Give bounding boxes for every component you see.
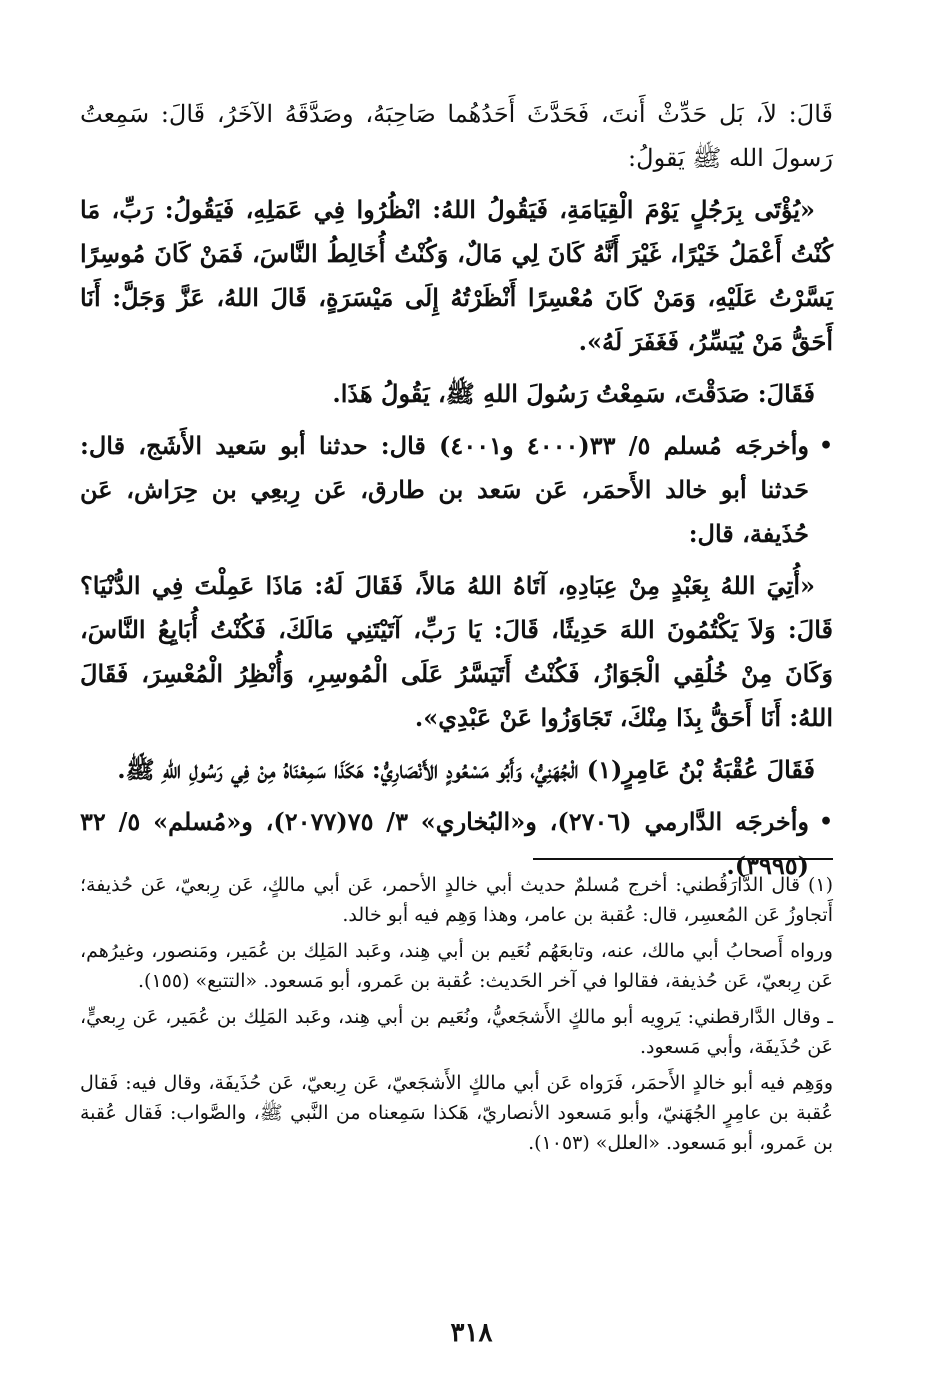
bibliography-1: [80, 424, 833, 556]
hadith-text-1: «يُؤْتَى بِرَجُلٍ يَوْمَ الْقِيَامَةِ، فَيَقُولُ اللهُ: انْظُرُوا فِي عَمَلِهِ، فَيَقُولُ: رَبِّ، مَا كُنْتُ أَعْمَلُ خَيْرًا، غَيْرَ أَنَّهُ كَانَ لِي مَالٌ، وَكُنْتُ أُخَالِطُ النَّاسَ، فَمَنْ كَانَ مُوسِرًا يَسَّرْتُ عَلَيْهِ، وَمَنْ كَانَ مُعْسِرًا أَنْظَرْتُهُ إِلَى مَيْسَرَةٍ، قَالَ اللهُ، عَزَّ وَجَلَّ: أَنَا أَحَقُّ مَنْ يُيَسِّرُ، فَغَفَرَ لَهُ».: [80, 195, 833, 356]
bullet-icon: •: [818, 433, 833, 459]
footnote-4: ووَهِم فيه أبو خالدٍ الأَحمَر، فَرَواه عَن أبي مالكٍ الأَشجَعيّ، عَن رِبعيّ، عَن حُذَيفَة، وقال فيه: فَقال عُقبة بن عامِرٍ الجُهَنيّ، وأبو مَسعود الأنصاريّ، هَكذا سَمِعناه من النَّبي ﷺ، والصَّواب: فَقال عُقبة بن عَمرو، أبو مَسعود. «العلل» (١٠٥٣).: [80, 1072, 833, 1154]
footnote-2: ورواه أَصحابُ أبي مالك، عنه، وتابعَهُم نُعَيم بن أبي هِند، وعَبد المَلِك بن عُمَير، ومَنصور، وغيرُهم، عَن رِبعيّ، عَن حُذيفة، فقالوا في آخر الحَديث: عُقبة بن عَمرو، أبو مَسعود. «التتبع» (١٥٥).: [80, 940, 833, 992]
page-number: ٣١٨: [450, 1318, 493, 1348]
intro-paragraph: قَالَ: لاَ، بَل حَدِّثْ أَنتَ، فَحَدَّثَ أَحَدُهُما صَاحِبَهُ، وصَدَّقَهُ الآخَرُ، قَالَ: سَمِعتُ رَسولَ الله ﷺ يَقولُ:: [80, 100, 833, 172]
bibliography-1-text: وأخرجَه مُسلم ٥/ ٣٣(٤٠٠٠ و٤٠٠١) قال: حدثنا أبو سَعيد الأَشَج، قال: حَدثنا أبو خالد الأَحمَر، عَن سَعد بن طارق، عَن رِبعِي بن حِرَاش، عَن حُذَيفة، قال:: [80, 431, 810, 548]
narration-2: فَقَالَ عُقْبَةُ بْنُ عَامِرٍ(١) الْجُهَنِيُّ، وَأَبُو مَسْعُودٍ الأَنْصَارِيُّ: هَكَذَا سَمِعْنَاهُ مِنْ فِي رَسُولِ اللهِ ﷺ.: [117, 755, 815, 784]
footnote-1: (١) قال الدَّارَقُطني: أخرج مُسلمٌ حديث أبي خالدٍ الأحمر، عَن أبي مالكٍ، عَن رِبعيّ، عَن حُذيفة؛ أَتجاوزُ عَن المُعسِر، قال: عُقبة بن عامر، وهذا وَهِم فيه أبو خالد.: [80, 874, 833, 926]
footnote-3: ـ وقال الدَّارقطني: يَروِيه أبو مالكٍ الأَشجَعيُّ، ونُعَيم بن أبي هِند، وعَبد المَلِك بن عُمَير، عَن رِبعيٍّ، عَن حُذَيفَة، وأبي مَسعود.: [80, 1006, 833, 1058]
bullet-icon: •: [818, 809, 833, 835]
footnotes: [80, 870, 833, 1164]
bibliography-2-text: وأخرجَه الدَّارمي (٢٧٠٦)، و«البُخاري» ٣/ ٧٥(٢٠٧٧)، و«مُسلم» ٥/ ٣٢ (٣٩٩٥).: [80, 807, 809, 880]
main-text: [80, 92, 833, 896]
narration-1: فَقَالَ: صَدَقْتَ، سَمِعْتُ رَسُولَ اللهِ ﷺ، يَقُولُ هَذَا.: [332, 379, 815, 408]
hadith-text-2: «أُتِيَ اللهُ بِعَبْدٍ مِنْ عِبَادِهِ، آتَاهُ اللهُ مَالاً، فَقَالَ لَهُ: مَاذَا عَمِلْتَ فِي الدُّنْيَا؟ قَالَ: وَلاَ يَكْتُمُونَ اللهَ حَدِيثًا، قَالَ: يَا رَبِّ، آتَيْتَنِي مَالَكَ، فَكُنْتُ أُبَايِعُ النَّاسَ، وَكَانَ مِنْ خُلُقِي الْجَوَازُ، فَكُنْتُ أَتَيَسَّرُ عَلَى الْمُوسِرِ، وَأُنْظِرُ الْمُعْسِرَ، فَقَالَ اللهُ: أَنَا أَحَقُّ بِذَا مِنْكَ، تَجَاوَزُوا عَنْ عَبْدِي».: [80, 571, 833, 732]
footnote-separator: [533, 858, 833, 860]
